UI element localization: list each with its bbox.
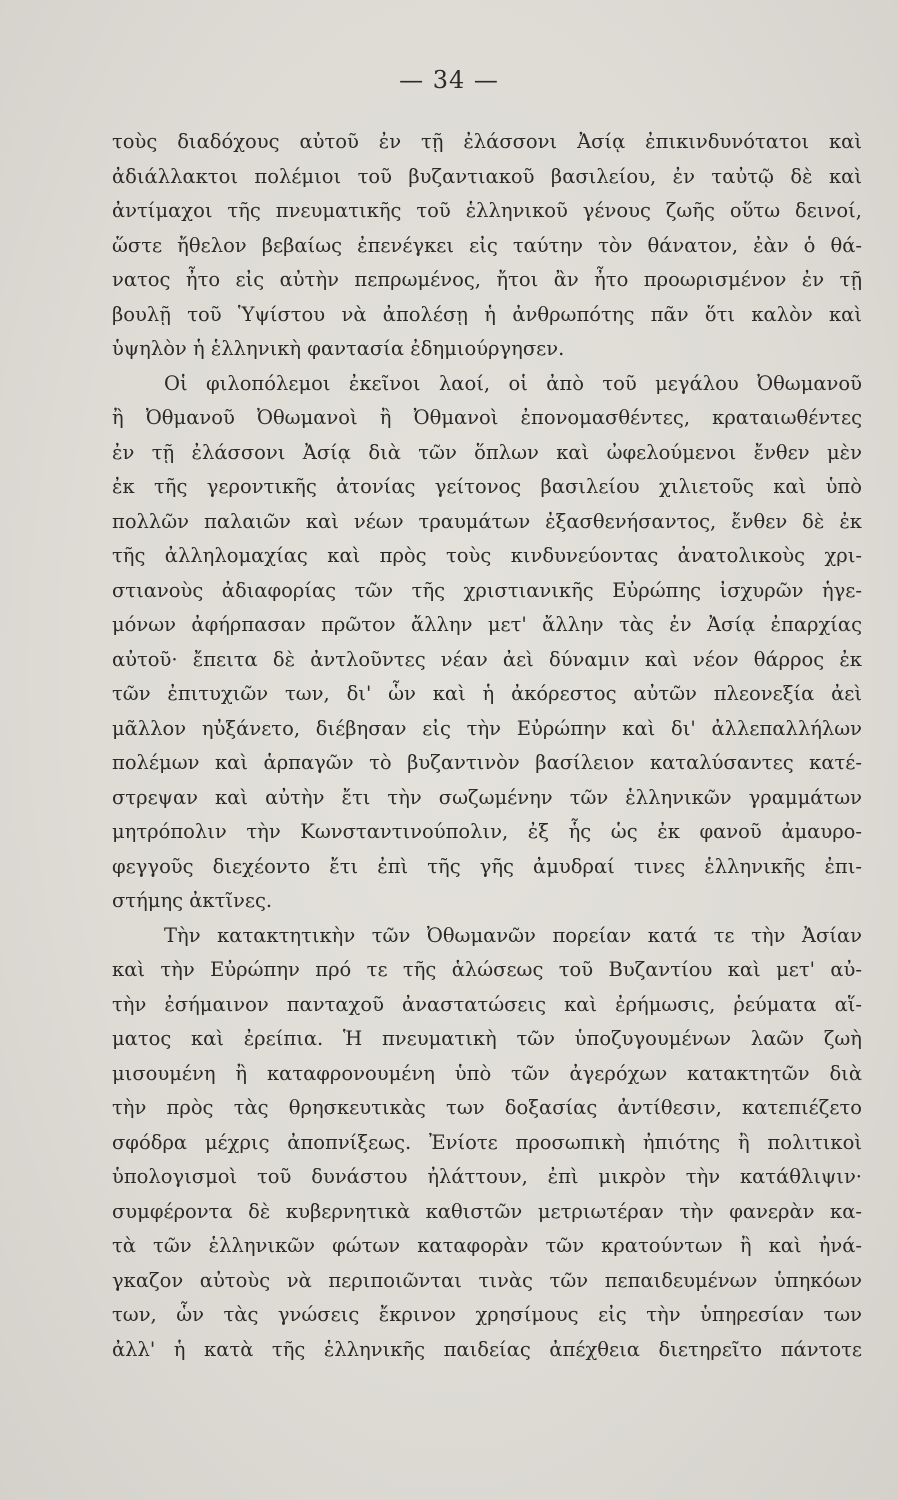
text-line: ἀδιάλλακτοι πολέμιοι τοῦ βυζαντιακοῦ βασιλείου, ἐν ταὐτῷ δὲ καὶ [112, 164, 862, 188]
text-line: ἀλλ' ἡ κατὰ τῆς ἑλληνικῆς παιδείας ἀπέχθεια διετηρεῖτο πάντοτε [112, 1337, 862, 1361]
body-text [112, 125, 862, 1367]
text-line: των, ὧν τὰς γνώσεις ἔκρινον χρησίμους εἰς τὴν ὑπηρεσίαν των [112, 1303, 862, 1326]
text-line: ἀντίμαχοι τῆς πνευματικῆς τοῦ ἑλληνικοῦ γένους ζωῆς οὕτω δεινοί, [112, 199, 862, 222]
text-line: ἐν τῇ ἐλάσσονι Ἀσίᾳ διὰ τῶν ὅπλων καὶ ὠφελούμενοι ἔνθεν μὲν [112, 440, 862, 464]
text-line: τῆς ἀλληλομαχίας καὶ πρὸς τοὺς κινδυνεύοντας ἀνατολικοὺς χρι- [112, 544, 862, 567]
text-line: ματος καὶ ἐρείπια. Ἡ πνευματικὴ τῶν ὑποζυγουμένων λαῶν ζωὴ [112, 1027, 862, 1050]
text-line: βουλῇ τοῦ Ὑψίστου νὰ ἀπολέσῃ ἡ ἀνθρωπότης πᾶν ὅτι καλὸν καὶ [112, 302, 862, 326]
text-line: μητρόπολιν τὴν Κωνσταντινούπολιν, ἐξ ἧς ὡς ἐκ φανοῦ ἀμαυρο- [112, 820, 862, 843]
text-line: νατος ἦτο εἰς αὐτὴν πεπρωμένος, ἤτοι ἂν ἦτο προωρισμένον ἐν τῇ [112, 268, 862, 291]
text-line: γκαζον αὐτοὺς νὰ περιποιῶνται τινὰς τῶν πεπαιδευμένων ὑπηκόων [112, 1268, 862, 1292]
text-line: μόνων ἀφήρπασαν πρῶτον ἄλλην μετ' ἄλλην τὰς ἐν Ἀσίᾳ ἐπαρχίας [112, 613, 862, 636]
text-line: τὴν πρὸς τὰς θρησκευτικὰς των δοξασίας ἀντίθεσιν, κατεπιέζετο [112, 1096, 862, 1119]
text-line: ὥστε ἤθελον βεβαίως ἐπενέγκει εἰς ταύτην τὸν θάνατον, ἐὰν ὁ θά- [112, 233, 862, 257]
text-line: στρεψαν καὶ αὐτὴν ἔτι τὴν σωζωμένην τῶν ἑλληνικῶν γραμμάτων [112, 785, 862, 809]
text-line: ὑπολογισμοὶ τοῦ δυνάστου ἠλάττουν, ἐπὶ μικρὸν τὴν κατάθλιψιν· [112, 1165, 862, 1188]
text-line: τὴν ἐσήμαινον πανταχοῦ ἀναστατώσεις καὶ ἐρήμωσις, ῥεύματα αἵ- [112, 992, 862, 1016]
text-line: μισουμένη ἢ καταφρονουμένη ὑπὸ τῶν ἀγερόχων κατακτητῶν διὰ [112, 1061, 862, 1085]
text-line: τὰ τῶν ἑλληνικῶν φώτων καταφορὰν τῶν κρατούντων ἢ καὶ ἠνά- [112, 1234, 862, 1257]
text-line: πολλῶν παλαιῶν καὶ νέων τραυμάτων ἐξασθενήσαντος, ἔνθεν δὲ ἐκ [112, 509, 862, 533]
text-line: Τὴν κατακτητικὴν τῶν Ὀθωμανῶν πορείαν κατά τε τὴν Ἀσίαν [164, 923, 862, 947]
text-line: σφόδρα μέχρις ἀποπνίξεως. Ἐνίοτε προσωπικὴ ἠπιότης ἢ πολιτικοὶ [112, 1130, 862, 1154]
page-number: — 34 — [399, 66, 499, 94]
text-line: μᾶλλον ηὐξάνετο, διέβησαν εἰς τὴν Εὐρώπην καὶ δι' ἀλλεπαλλήλων [112, 716, 862, 740]
text-line: αὐτοῦ· ἔπειτα δὲ ἀντλοῦντες νέαν ἀεὶ δύναμιν καὶ νέον θάρρος ἐκ [112, 647, 862, 671]
text-line: στήμης ἀκτῖνες. [112, 889, 273, 912]
text-line: ἐκ τῆς γεροντικῆς ἀτονίας γείτονος βασιλείου χιλιετοῦς καὶ ὑπὸ [112, 475, 862, 498]
text-line: καὶ τὴν Εὐρώπην πρό τε τῆς ἁλώσεως τοῦ Βυζαντίου καὶ μετ' αὐ- [112, 958, 862, 981]
text-line: Οἱ φιλοπόλεμοι ἐκεῖνοι λαοί, οἱ ἀπὸ τοῦ μεγάλου Ὀθωμανοῦ [164, 371, 862, 395]
text-line: στιανοὺς ἀδιαφορίας τῶν τῆς χριστιανικῆς Εὐρώπης ἰσχυρῶν ἡγε- [112, 578, 862, 602]
text-line: τῶν ἐπιτυχιῶν των, δι' ὧν καὶ ἡ ἀκόρεστος αὐτῶν πλεονεξία ἀεὶ [112, 682, 862, 705]
text-line: τοὺς διαδόχους αὐτοῦ ἐν τῇ ἐλάσσονι Ἀσίᾳ ἐπικινδυνότατοι καὶ [112, 130, 862, 153]
text-line: πολέμων καὶ ἁρπαγῶν τὸ βυζαντινὸν βασίλειον καταλύσαντες κατέ- [112, 751, 862, 774]
text-line: συμφέροντα δὲ κυβερνητικὰ καθιστῶν μετριωτέραν τὴν φανερὰν κα- [112, 1199, 862, 1223]
text-line: ὑψηλὸν ἡ ἑλληνικὴ φαντασία ἐδημιούργησεν. [112, 337, 565, 360]
text-line: φεγγοῦς διεχέοντο ἔτι ἐπὶ τῆς γῆς ἀμυδραί τινες ἑλληνικῆς ἐπι- [112, 854, 862, 878]
text-line: ἢ Ὀθμανοῦ Ὀθωμανοὶ ἢ Ὀθμανοὶ ἐπονομασθέντες, κραταιωθέντες [112, 406, 862, 429]
